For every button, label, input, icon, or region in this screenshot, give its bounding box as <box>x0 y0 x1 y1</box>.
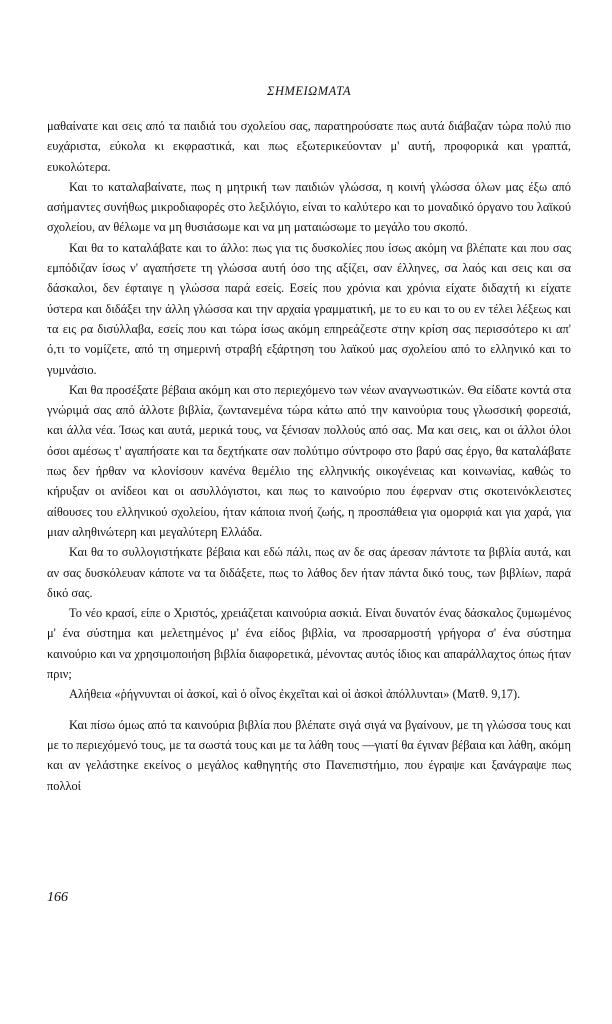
paragraph-2: Και το καταλαβαίνατε, πως η μητρική των παιδιών γλώσσα, η κοινή γλώσσα όλων μας έξω από ασήμαντες συνήθως μικροδιαφορές στο λεξιλόγιο, είναι το καλύτερο και το μοναδικό όργανο του λαϊκού σχολείου, αν θέλωμε να μη θυσιάσωμε και να μη ματαιώσωμε το μεγάλο του σκοπό. <box>47 179 571 235</box>
paragraph-3: Και θα το καταλάβατε και το άλλο: πως για τις δυσκολίες που ίσως ακόμη να βλέπατε και που σας εμπόδιζαν ίσως ν' αγαπήσετε τη γλώσσα αυτή όσο της αξίζει, σαν έλληνες, σα λαός και σεις και σα δάσκαλοι, δεν έφταιγε η γλώσσα παρά εσείς. Εσείς που χρόνια και χρόνια είχατε διδαχτή κι είχατε ύστερα και διδάξει την άλλη γλώσσα και την αρχαία γραμματική, με το ευ και το ου εν τέλει λέξεως και τα εις ρα δισύλλαβα, εσείς που και τώρα ίσως ακόμη επηρεάζεστε στην κρίση σας περισσότερο κι απ' ό,τι το νομίζετε, από τη σημερινή στραβή εξάρτηση του λαϊκού μας σχολείου από το ελληνικό και το γυμνάσιο. <box>47 240 571 377</box>
paragraph-6: Το νέο κρασί, είπε ο Χριστός, χρειάζεται καινούρια ασκιά. Είναι δυνατόν ένας δάσκαλος ζυμωμένος μ' ένα σύστημα και μελετημένος μ' ένα είδος βιβλία, να προσαρμοστή γρήγορα σ' ένα σύστημα καινούριο και να χρησιμοποιήση βιβλία διαφορετικά, μένοντας αυτός ίδιος και απαράλλαχτος όπως ήταν πριν; <box>47 606 571 682</box>
running-head: ΣΗΜΕΙΩΜΑΤΑ <box>267 84 351 98</box>
page-number: 166 <box>47 890 68 905</box>
paragraph-1: μαθαίνατε και σεις από τα παιδιά του σχολείου σας, παρατηρούσατε πως αυτά διάβαζαν τώρα πολύ πιο ευχάριστα, εύκολα κι εκφραστικά, και πως εξωτερικεύονταν μ' αυτή, προφορικά και γραπτά, ευκολώτερα. <box>47 119 571 174</box>
paragraph-7: Αλήθεια «ῥήγνυνται οἱ ἀσκοί, καὶ ὁ οἶνος ἐκχεῖται καὶ οἱ ἀσκοὶ ἀπόλλυνται» (Ματθ. 9,17). <box>69 687 521 702</box>
paragraph-4: Και θα προσέξατε βέβαια ακόμη και στο περιεχόμενο των νέων αναγνωστικών. Θα είδατε κοντά στα γνώριμά σας από άλλοτε βιβλία, ζωντανεμένα τώρα κάτω από την καινούρια τους γλωσσική φορεσιά, και άλλα νέα. Ίσως και αυτά, μερικά τους, να ξένισαν πολλούς από σας. Μα και σεις, και οι άλλοι όλοι όσοι αμέσως τ' αγαπήσατε και τα δεχτήκατε σαν πολύτιμο σύντροφο στο βαρύ σας έργο, θα καταλάβατε πως δεν ήρθαν να κλονίσουν κανένα θεμέλιο της ελληνικής οικογένειας και κοινωνίας, καθώς το κήρυξαν οι ανίδεοι και οι ασυλλόγιστοι, και πως το καινούριο που έφερναν στις σκοτεινόκλειστες αίθουσες του ελληνικού σχολείου, ήταν κάποια πνοή ζωής, η προσπάθεια για ομορφιά και για χαρά, για μιαν αληθινώτερη και μεγαλύτερη Ελλάδα. <box>47 382 571 539</box>
body-text <box>47 116 571 796</box>
paragraph-5: Και θα το συλλογιστήκατε βέβαια και εδώ πάλι, πως αν δε σας άρεσαν πάντοτε τα βιβλία αυτά, και αν σας δυσκόλευαν κάποτε να τα διδάξετε, πως το λάθος δεν ήταν πάντα δικό τους, των βιβλίων, παρά δικό σας. <box>47 545 571 600</box>
paragraph-8: Και πίσω όμως από τα καινούρια βιβλία που βλέπατε σιγά σιγά να βγαίνουν, με τη γλώσσα τους και με το περιεχόμενό τους, με τα σωστά τους και με τα λάθη τους —γιατί θα έγιναν βέβαια και λάθη, ακόμη και αν γελάστηκε εκείνος ο μεγάλος καθηγητής στο Πανεπιστήμιο, που έγραψε και ξανάγραψε πως πολλοί <box>47 717 571 793</box>
page-body <box>47 84 571 796</box>
